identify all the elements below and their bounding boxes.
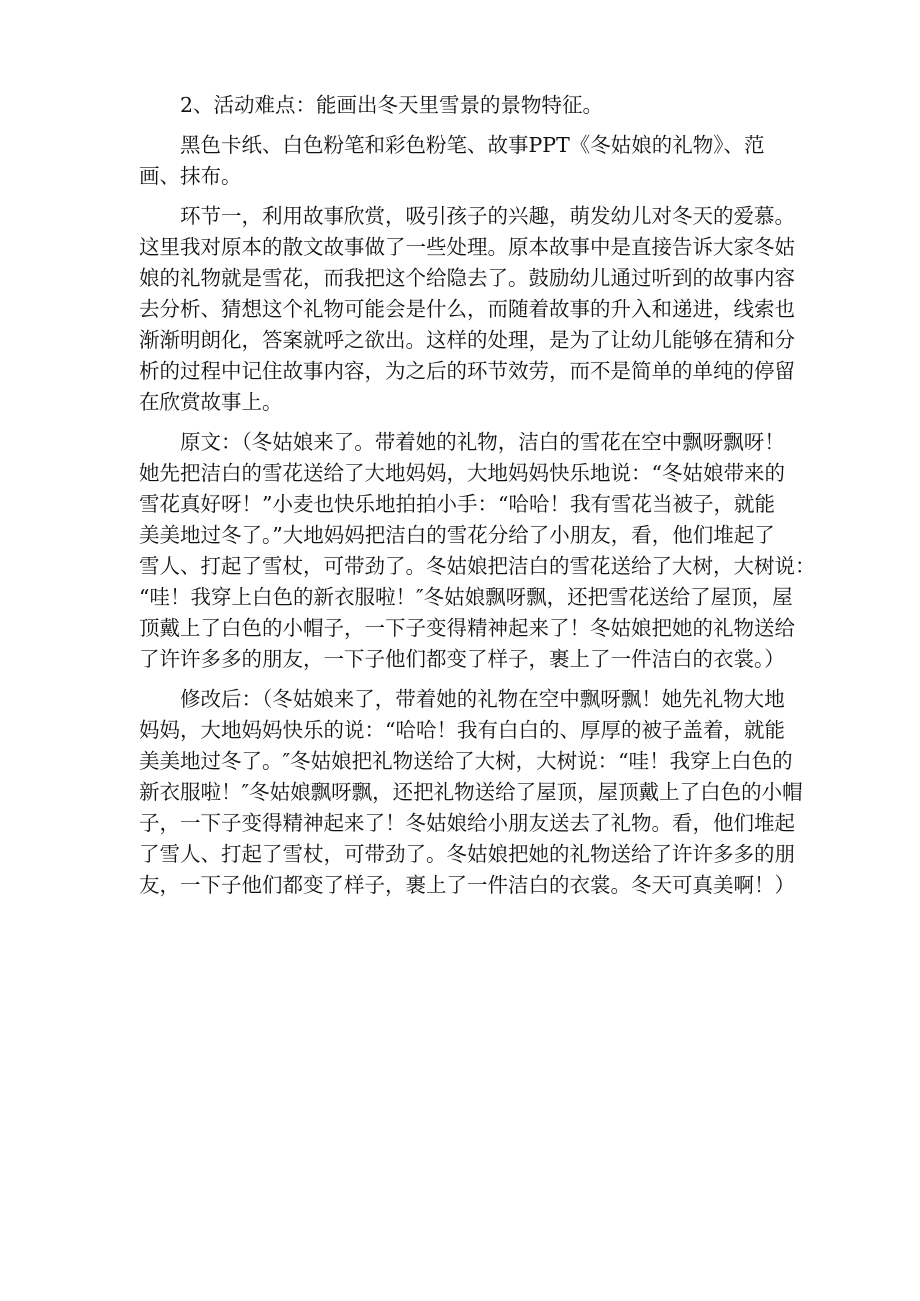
- paragraph-materials: [139, 130, 803, 192]
- paragraph-line: 黑色卡纸、白色粉笔和彩色粉笔、故事PPT《冬姑娘的礼物》、范: [180, 133, 765, 157]
- paragraph-line: 美美地过冬了。”大地妈妈把洁白的雪花分给了小朋友，看，他们堆起了: [139, 523, 775, 547]
- paragraph-line: 去分析、猜想这个礼物可能会是什么，而随着故事的升入和递进，线索也: [139, 297, 795, 321]
- paragraph-line: 修改后：（冬姑娘来了，带着她的礼物在空中飘呀飘！她先礼物大地: [180, 687, 785, 711]
- paragraph-original-text: [139, 427, 816, 675]
- paragraph-line: “哇！我穿上白色的新衣服啦！″冬姑娘飘呀飘，还把雪花送给了屋顶，屋: [139, 585, 793, 609]
- paragraph-line: 了许许多多的朋友，一下子他们都变了样子，裹上了一件洁白的衣裳。）: [139, 647, 785, 671]
- paragraph-line: 析的过程中记住故事内容，为之后的环节效劳，而不是简单的单纯的停留: [139, 359, 795, 383]
- paragraph-step-one: [139, 201, 803, 418]
- paragraph-line: 友，一下子他们都变了样子，裹上了一件洁白的衣裳。冬天可真美啊！）: [139, 873, 795, 897]
- paragraph-line: 顶戴上了白色的小帽子，一下子变得精神起来了！冬姑娘把她的礼物送给: [139, 616, 795, 640]
- paragraph-line: 美美地过冬了。″冬姑娘把礼物送给了大树，大树说：“哇！我穿上白色的: [139, 749, 793, 773]
- paragraph-line: 了雪人、打起了雪杖，可带劲了。冬姑娘把她的礼物送给了许许多多的朋: [139, 842, 795, 866]
- paragraph-gap: [139, 192, 803, 201]
- paragraph-line: 雪人、打起了雪杖，可带劲了。冬姑娘把洁白的雪花送给了大树，大树说：: [139, 554, 816, 578]
- paragraph-gap: [139, 121, 803, 130]
- paragraph-line: 2、活动难点：能画出冬天里雪景的景物特征。: [180, 93, 604, 117]
- paragraph-line: 环节一，利用故事欣赏，吸引孩子的兴趣，萌发幼儿对冬天的爱慕。: [180, 204, 795, 228]
- paragraph-line: 子，一下子变得精神起来了！冬姑娘给小朋友送去了礼物。看，他们堆起: [139, 811, 795, 835]
- paragraph-gap: [139, 675, 803, 684]
- paragraph-line: 原文：（冬姑娘来了。带着她的礼物，洁白的雪花在空中飘呀飘呀！: [180, 430, 785, 454]
- paragraph-line: 画、抹布。: [139, 164, 242, 188]
- paragraph-line: 这里我对原本的散文故事做了一些处理。原本故事中是直接告诉大家冬姑: [139, 235, 795, 259]
- paragraph-line: 渐渐明朗化，答案就呼之欲出。这样的处理，是为了让幼儿能够在猜和分: [139, 328, 795, 352]
- paragraph-line: 她先把洁白的雪花送给了大地妈妈，大地妈妈快乐地说：“冬姑娘带来的: [139, 461, 785, 485]
- paragraph-revised-text: [139, 684, 803, 901]
- paragraph-line: 雪花真好呀！”小麦也快乐地拍拍小手：“哈哈！我有雪花当被子，就能: [139, 492, 775, 516]
- paragraph-line: 新衣服啦！″冬姑娘飘呀飘，还把礼物送给了屋顶，屋顶戴上了白色的小帽: [139, 780, 803, 804]
- paragraph-line: 在欣赏故事上。: [139, 390, 283, 414]
- document-body: [139, 90, 816, 901]
- paragraph-gap: [139, 418, 803, 427]
- paragraph-line: 娘的礼物就是雪花，而我把这个给隐去了。鼓励幼儿通过听到的故事内容: [139, 266, 795, 290]
- paragraph-activity-difficulty: [139, 90, 803, 121]
- paragraph-line: 妈妈，大地妈妈快乐的说：“哈哈！我有白白的、厚厚的被子盖着，就能: [139, 718, 785, 742]
